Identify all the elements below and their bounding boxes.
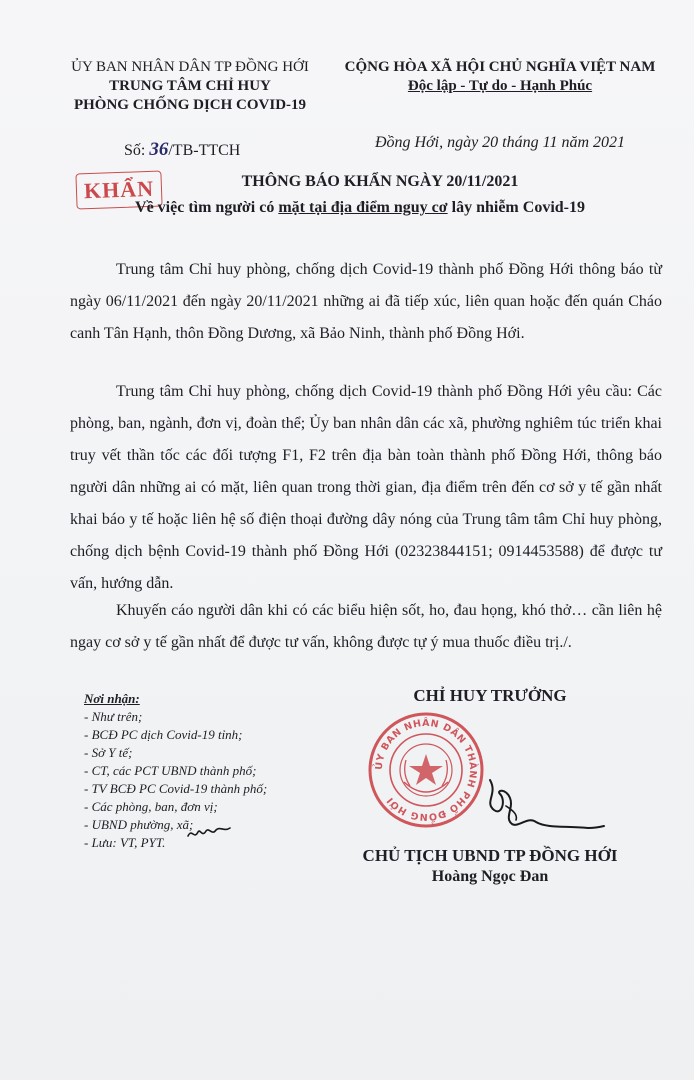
national-header — [330, 58, 670, 96]
subtitle-part-3: lây nhiễm Covid-19 — [447, 199, 585, 216]
document-number-suffix: /TB-TTCH — [168, 142, 241, 159]
handwritten-signature-icon — [476, 770, 606, 840]
issuer-line-1: ỦY BAN NHÂN DÂN TP ĐỒNG HỚI — [71, 59, 309, 75]
recipient-item: - Các phòng, ban, đơn vị; — [84, 799, 218, 814]
signer-role: CHỦ TỊCH UBND TP ĐỒNG HỚI — [362, 846, 618, 865]
national-title: CỘNG HÒA XÃ HỘI CHỦ NGHĨA VIỆT NAM — [344, 59, 656, 75]
issuer-header — [40, 58, 340, 115]
recipients-heading: Nơi nhận: — [84, 691, 140, 706]
recipient-item: - Sở Y tế; — [84, 745, 133, 760]
document-title: THÔNG BÁO KHẨN NGÀY 20/11/2021 — [241, 173, 519, 190]
official-seal-icon — [366, 710, 486, 830]
document-number-prefix: Số: — [124, 142, 150, 159]
issuer-line-3: PHÒNG CHỐNG DỊCH COVID-19 — [73, 97, 307, 113]
recipient-item: - Như trên; — [84, 709, 143, 724]
subtitle-part-2: mặt tại địa điểm nguy cơ — [278, 199, 448, 216]
recipients-list — [84, 690, 267, 852]
recipient-item: - CT, các PCT UBND thành phố; — [84, 763, 257, 778]
paragraph-2-text: Trung tâm Chỉ huy phòng, chống dịch Covid-19 thành phố Đồng Hới yêu cầu: Các phòng, ban, ngành, đơn vị, đoàn thể; Ủy ban nhân dân các xã, phường nghiêm túc triển khai truy vết thần tốc các đối tượng F1, F2 trên địa bàn toàn thành phố Đồng Hới, thông báo người dân những ai có mặt, liên quan trong thời gian, địa điểm trên đến cơ sở y tế gần nhất khai báo y tế hoặc liên hệ số điện thoại đường dây nóng của Trung tâm tâm Chỉ huy phòng, chống dịch bệnh Covid-19 thành phố Đồng Hới (02323844151; 0914453588) để được tư vấn, hướng dẫn. — [70, 383, 662, 592]
initials-signature-icon — [186, 822, 232, 842]
signature-title: CHỈ HUY TRƯỞNG — [413, 686, 567, 705]
recipient-item: - UBND phường, xã; — [84, 817, 194, 832]
document-number — [124, 139, 240, 161]
body-paragraph-3 — [70, 595, 662, 659]
recipient-item: - TV BCĐ PC Covid-19 thành phố; — [84, 781, 268, 796]
signer-name: Hoàng Ngọc Đan — [431, 868, 549, 885]
subtitle-part-1: Về việc tìm người có — [135, 199, 279, 216]
recipient-item: - BCĐ PC dịch Covid-19 tỉnh; — [84, 727, 243, 742]
svg-text:ỦY BAN NHÂN DÂN THÀNH PHỐ ĐỒNG: ỦY BAN NHÂN DÂN THÀNH PHỐ ĐỒNG HỚI — [373, 717, 479, 823]
issuer-line-2: TRUNG TÂM CHỈ HUY — [109, 78, 271, 94]
body-paragraph-2 — [70, 376, 662, 600]
body-paragraph-1 — [70, 254, 662, 350]
paragraph-3-text: Khuyến cáo người dân khi có các biểu hiện sốt, ho, đau họng, khó thở… cần liên hệ ngay cơ sở y tế gần nhất để được tư vấn, không được tự ý mua thuốc điều trị./. — [70, 602, 662, 651]
paragraph-1-text: Trung tâm Chỉ huy phòng, chống dịch Covid-19 thành phố Đồng Hới thông báo từ ngày 06/11/2021 đến ngày 20/11/2021 những ai đã tiếp xúc, liên quan hoặc đến quán Cháo canh Tân Hạnh, thôn Đồng Dương, xã Bảo Ninh, thành phố Đồng Hới. — [70, 261, 662, 342]
urgent-stamp: KHẨN — [75, 171, 162, 210]
national-motto: Độc lập - Tự do - Hạnh Phúc — [407, 78, 593, 94]
recipient-item: - Lưu: VT, PYT. — [84, 835, 166, 850]
document-subtitle — [100, 199, 620, 217]
document-number-value: 36 — [149, 139, 169, 160]
document-date: Đồng Hới, ngày 20 tháng 11 năm 2021 — [374, 134, 625, 151]
